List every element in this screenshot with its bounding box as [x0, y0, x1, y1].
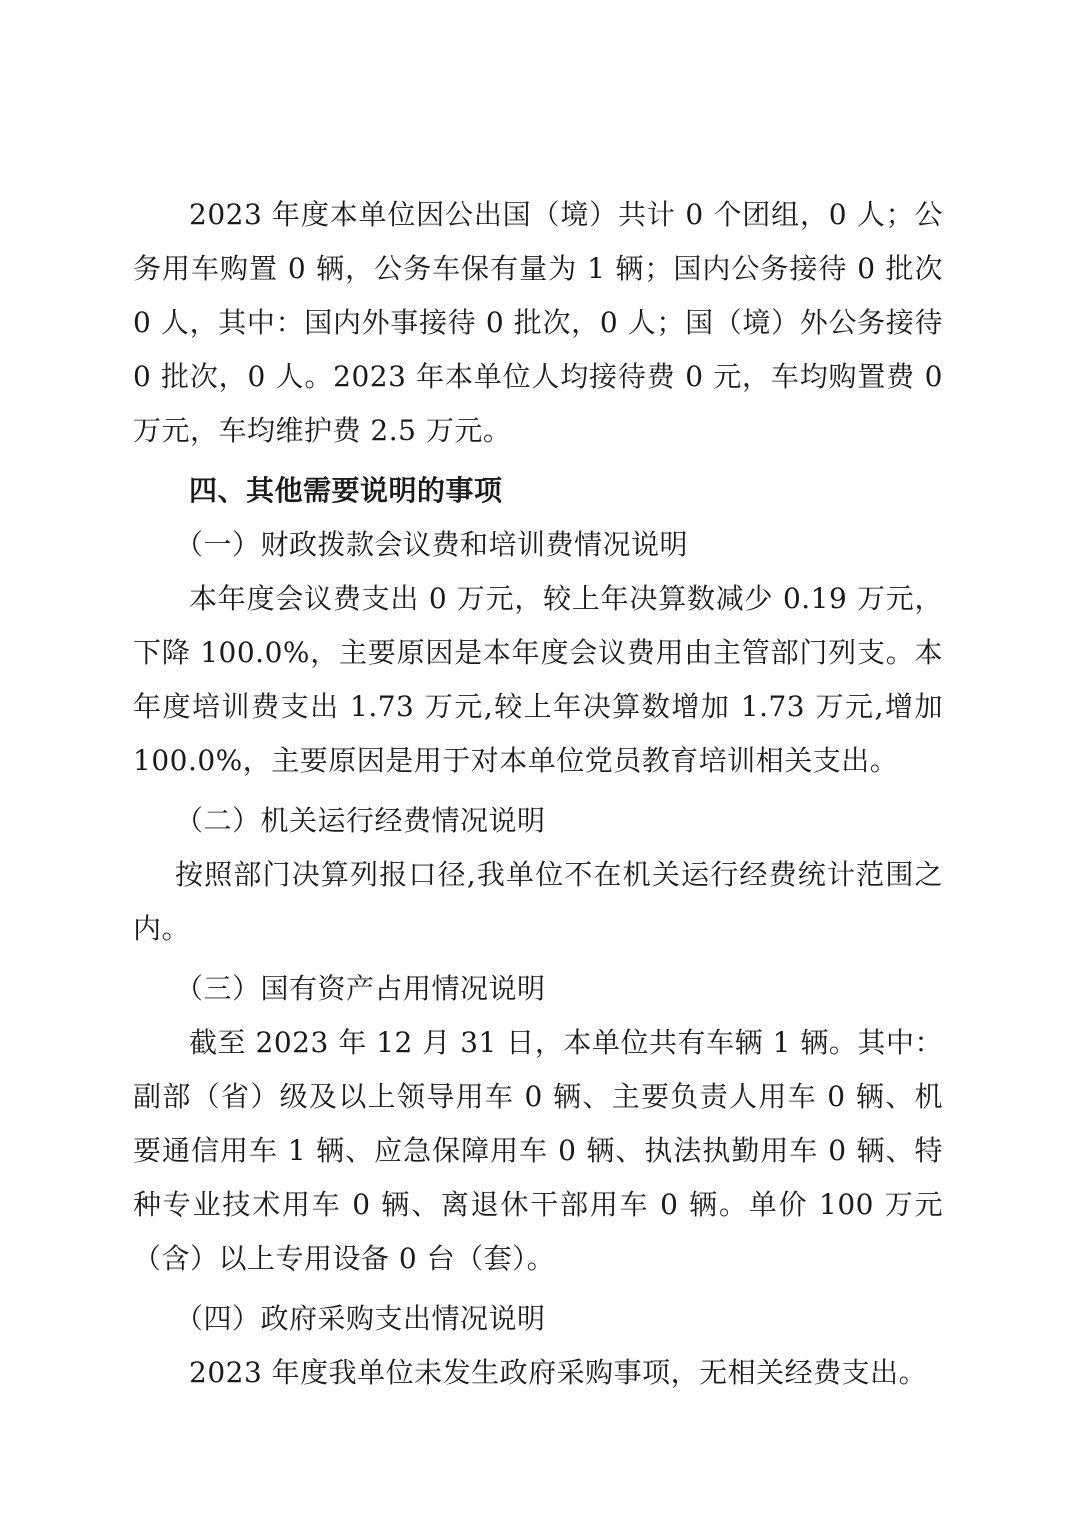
section-four-heading: 四、其他需要说明的事项: [189, 474, 503, 507]
subsection-2-paragraph: 按照部门决算列报口径,我单位不在机关运行经费统计范围之内。: [133, 858, 943, 945]
subsection-3-heading: （三）国有资产占用情况说明: [175, 972, 546, 1005]
subsection-2-heading: （二）机关运行经费情况说明: [175, 804, 546, 837]
subsection-1-paragraph: 本年度会议费支出 0 万元，较上年决算数减少 0.19 万元，下降 100.0%，主要原因是本年度会议费用由主管部门列支。本年度培训费支出 1.73 万元,较上年决算数增加 1.73 万元,增加 100.0%，主要原因是用于对本单位党员教育培训相关支出。: [133, 582, 943, 777]
subsection-3-paragraph: 截至 2023 年 12 月 31 日，本单位共有车辆 1 辆。其中：副部（省）级及以上领导用车 0 辆、主要负责人用车 0 辆、机要通信用车 1 辆、应急保障用车 0 辆、执法执勤用车 0 辆、特种专业技术用车 0 辆、离退休干部用车 0 辆。单价 100 万元（含）以上专用设备 0 台（套）。: [133, 1026, 943, 1275]
document-body: [133, 188, 943, 1400]
subsection-4-paragraph: 2023 年度我单位未发生政府采购事项，无相关经费支出。: [189, 1356, 928, 1389]
subsection-4-heading: （四）政府采购支出情况说明: [175, 1302, 546, 1335]
subsection-1-heading: （一）财政拨款会议费和培训费情况说明: [175, 528, 689, 561]
paragraph-vehicle-reception: 2023 年度本单位因公出国（境）共计 0 个团组，0 人；公务用车购置 0 辆，公务车保有量为 1 辆；国内公务接待 0 批次 0 人，其中：国内外事接待 0 批次，0 人；国（境）外公务接待 0 批次，0 人。2023 年本单位人均接待费 0 元，车均购置费 0 万元，车均维护费 2.5 万元。: [133, 198, 943, 447]
